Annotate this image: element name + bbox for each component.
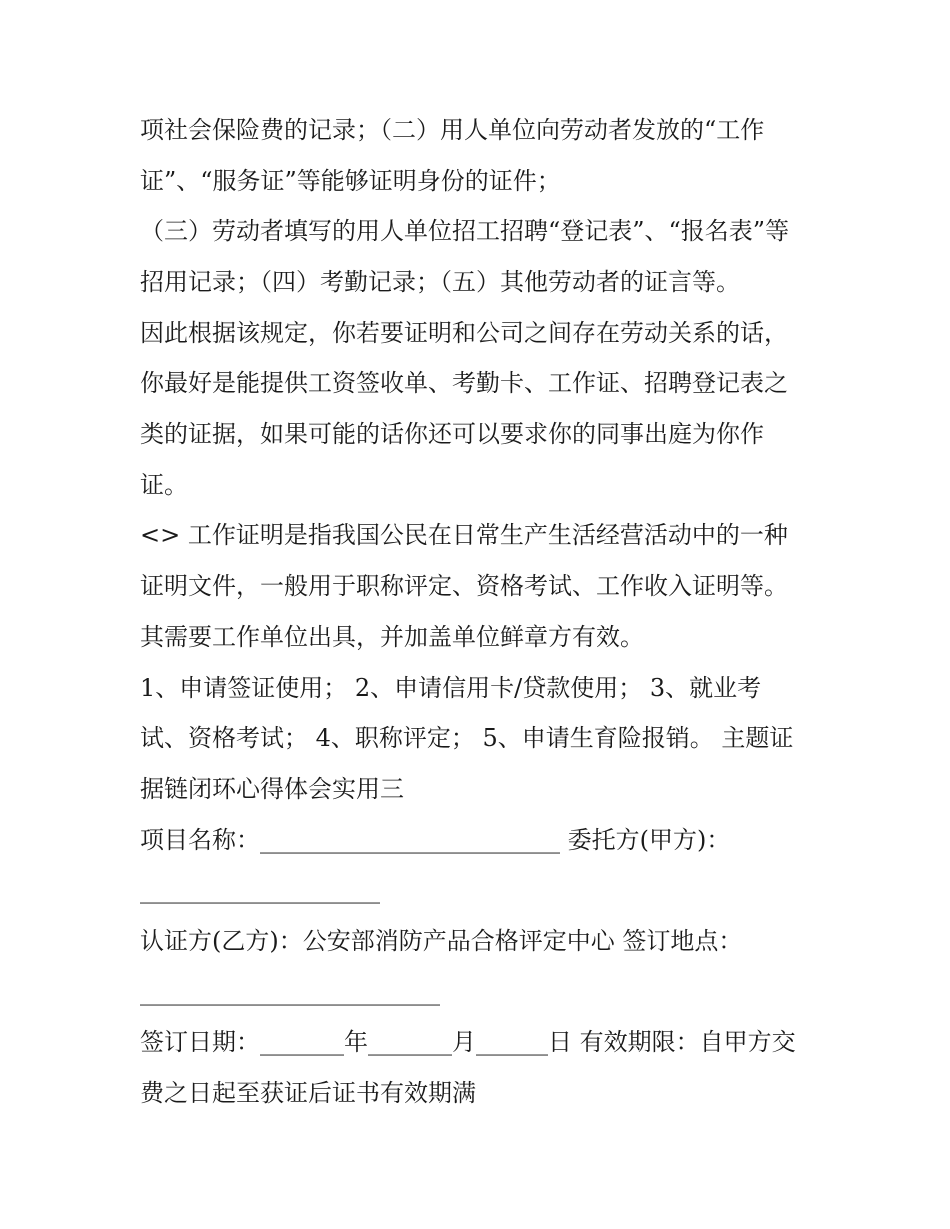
text-line: 据链闭环心得体会实用三 (140, 775, 404, 803)
text-line: _________________________ (140, 978, 440, 1006)
text-line: 证”、“服务证”等能够证明身份的证件； (140, 167, 561, 195)
text-line: 项社会保险费的记录；（二）用人单位向劳动者发放的“工作 (140, 116, 765, 144)
text-line: 证明文件，一般用于职称评定、资格考试、工作收入证明等。 (140, 572, 788, 600)
text-line: ____________________ (140, 876, 380, 904)
text-line: 签订日期：_______年_______月______日 有效期限：自甲方交 (140, 1028, 796, 1056)
text-line: <> 工作证明是指我国公民在日常生产生活经营活动中的一种 (140, 521, 788, 549)
text-line: 试、资格考试； 4、职称评定； 5、申请生育险报销。 主题证 (140, 724, 794, 752)
text-line: 你最好是能提供工资签收单、考勤卡、工作证、招聘登记表之 (140, 369, 788, 397)
text-line: 费之日起至获证后证书有效期满 (140, 1079, 476, 1107)
text-line: 因此根据该规定，你若要证明和公司之间存在劳动关系的话， (140, 319, 788, 347)
text-line: 证。 (140, 471, 188, 499)
text-line: 项目名称：_________________________ 委托方(甲方)： (140, 826, 731, 854)
text-line: 招用记录；（四）考勤记录；（五）其他劳动者的证言等。 (140, 268, 740, 296)
text-line: （三）劳动者填写的用人单位招工招聘“登记表”、“报名表”等 (140, 217, 790, 245)
text-line: 类的证据，如果可能的话你还可以要求你的同事出庭为你作 (140, 420, 764, 448)
text-line: 1、申请签证使用； 2、申请信用卡/贷款使用； 3、就业考 (140, 674, 762, 702)
text-line: 认证方(乙方)：公安部消防产品合格评定中心 签订地点： (140, 927, 743, 955)
text-line: 其需要工作单位出具，并加盖单位鲜章方有效。 (140, 623, 644, 651)
